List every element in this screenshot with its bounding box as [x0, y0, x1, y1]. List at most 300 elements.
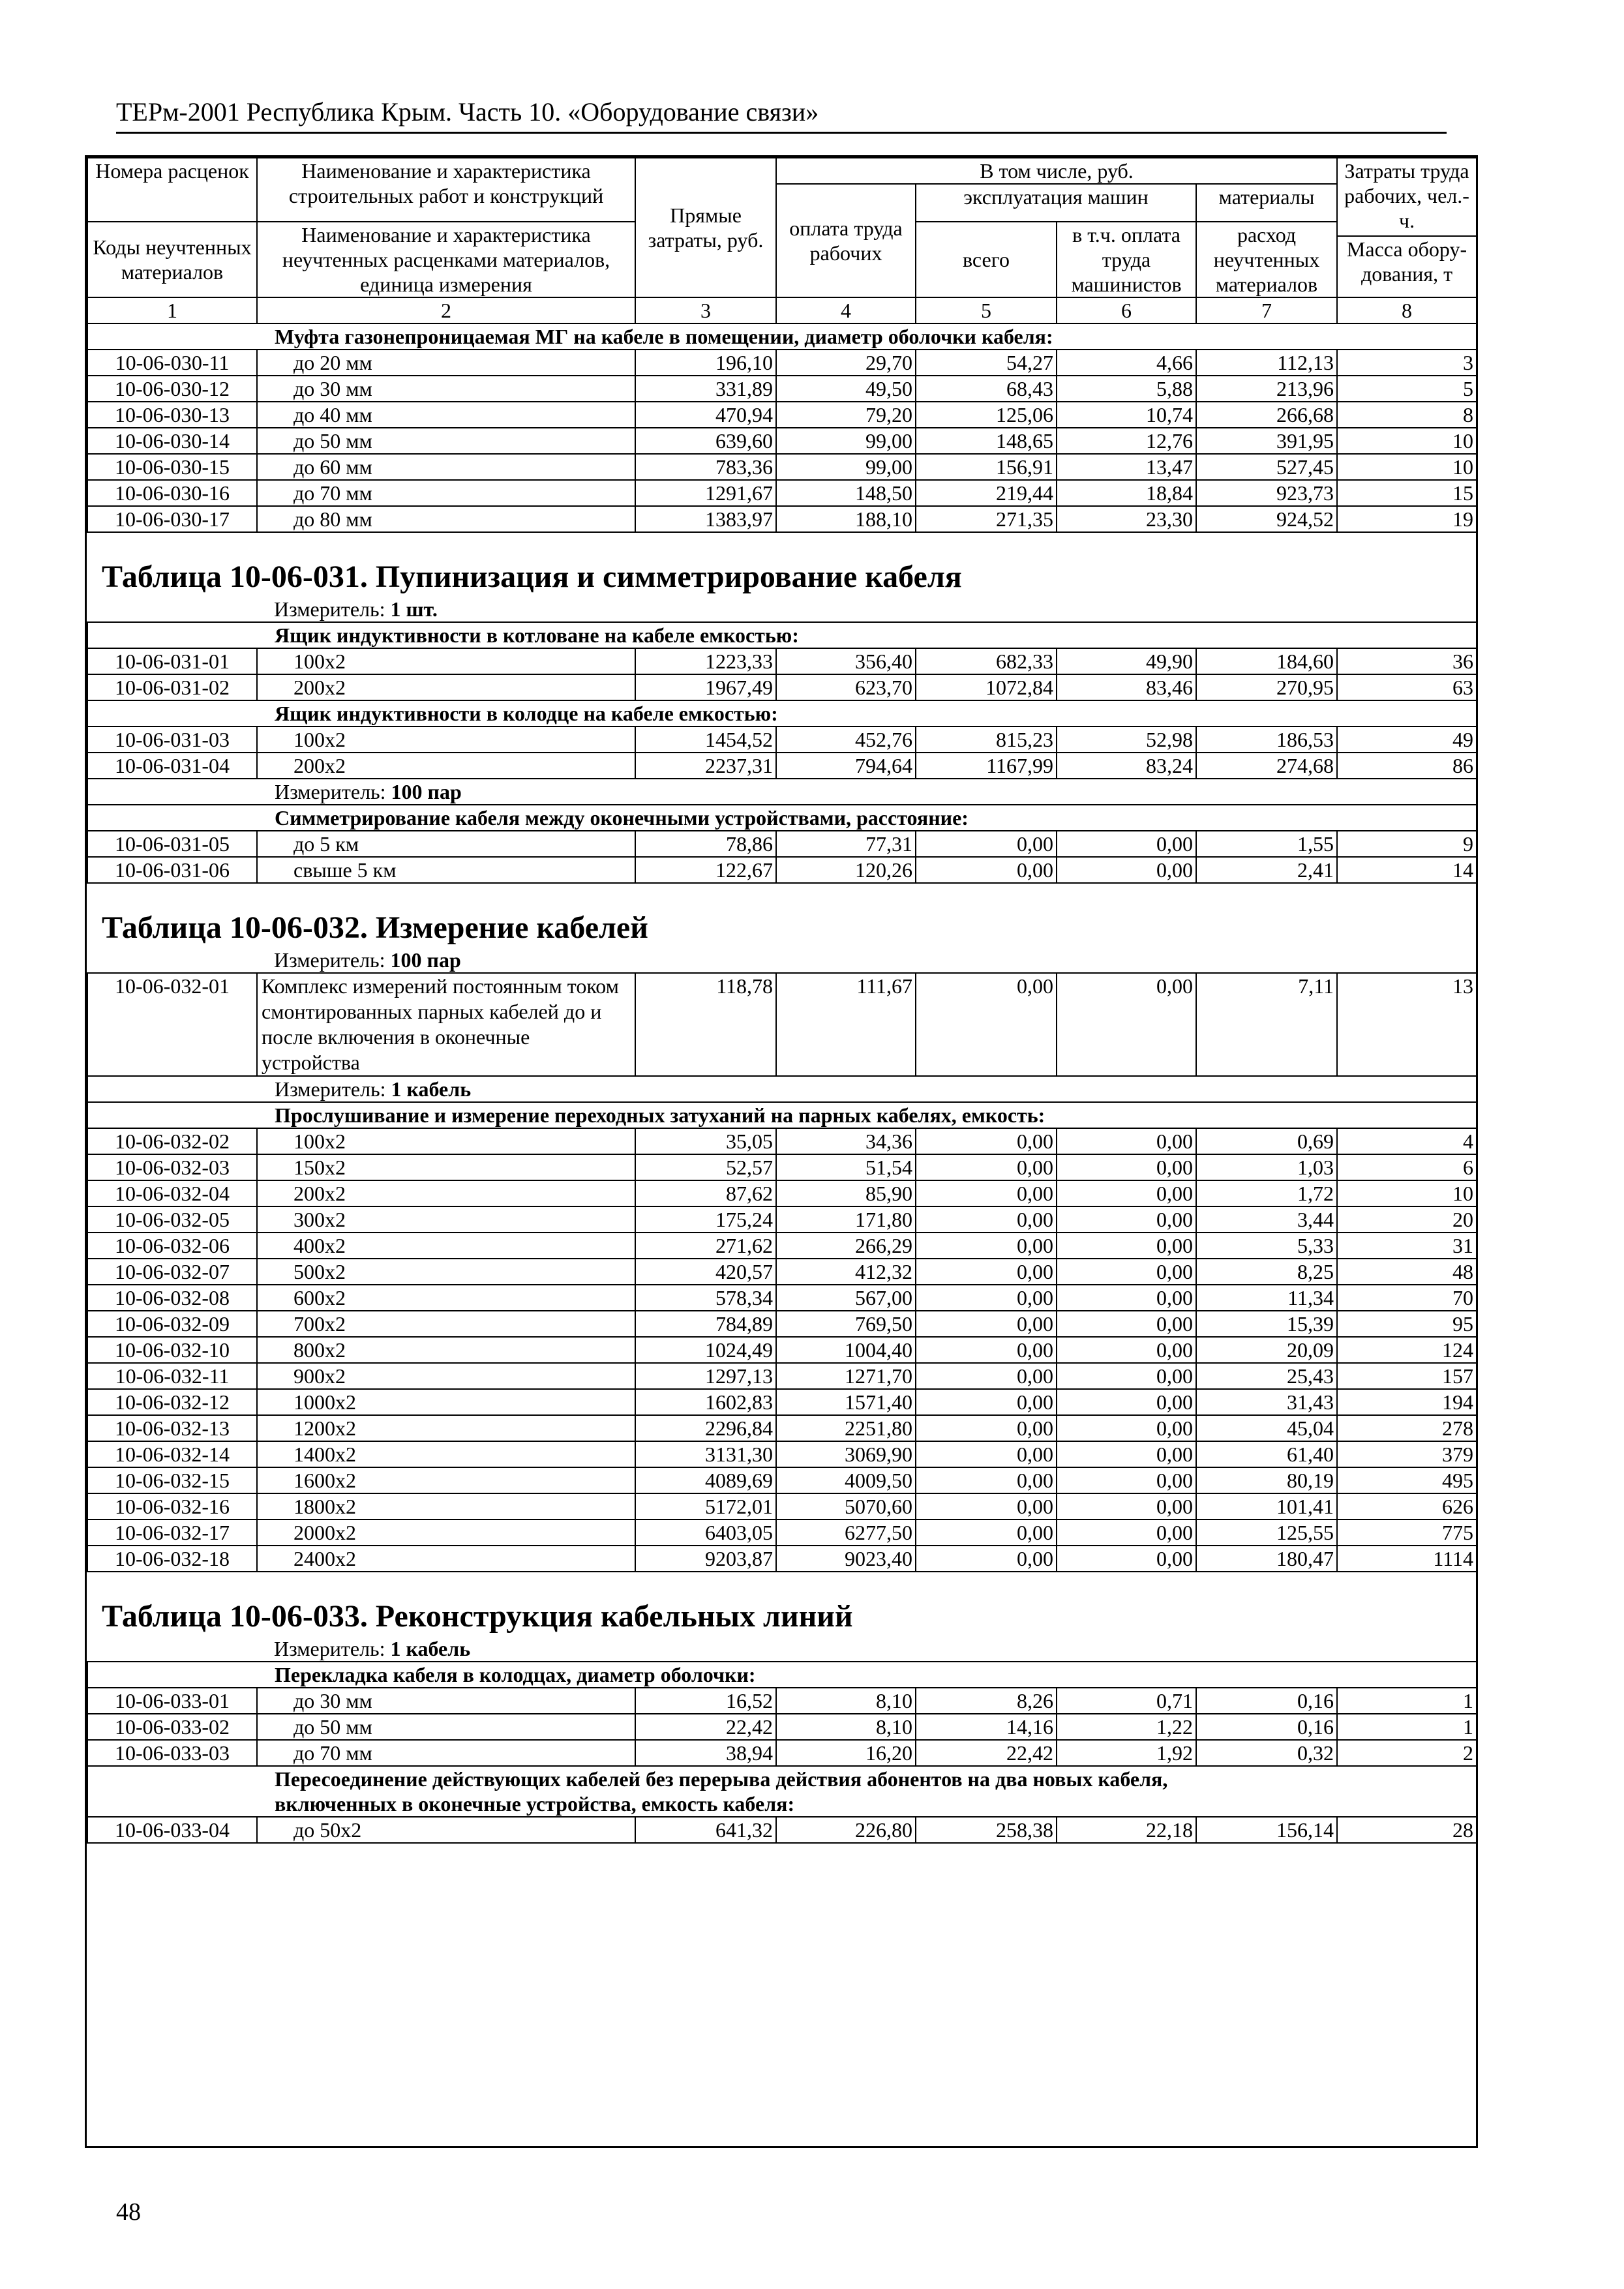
section-030: [87, 323, 1477, 350]
work-name: 1000х2: [257, 1389, 635, 1415]
machines-total: 0,00: [916, 1493, 1057, 1519]
machines-total: 0,00: [916, 831, 1057, 857]
table-row: [87, 1311, 1477, 1337]
materials: 527,45: [1196, 454, 1337, 480]
labor-hours: 28: [1337, 1817, 1477, 1843]
table-row: [87, 402, 1477, 428]
table-032: [87, 883, 1477, 973]
worker-pay: 111,67: [776, 973, 916, 1076]
labor-hours: 6: [1337, 1154, 1477, 1180]
machines-total: 0,00: [916, 1180, 1057, 1206]
rates-sheet: [85, 155, 1478, 2148]
worker-pay: 79,20: [776, 402, 916, 428]
materials: 213,96: [1196, 376, 1337, 402]
direct-cost: 1291,67: [635, 480, 776, 506]
machinist-pay: 0,71: [1057, 1688, 1196, 1714]
table-row: [87, 1415, 1477, 1441]
direct-cost: 35,05: [635, 1128, 776, 1154]
group-heading: Прослушивание и измерение переходных затуханий на парных кабелях, емкость:: [87, 1102, 1477, 1128]
machines-total: 1072,84: [916, 674, 1057, 700]
worker-pay: 1271,70: [776, 1363, 916, 1389]
direct-cost: 1383,97: [635, 506, 776, 532]
rate-code: 10-06-032-11: [87, 1363, 257, 1389]
table-row: [87, 1688, 1477, 1714]
table-row: [87, 454, 1477, 480]
rate-code: 10-06-032-18: [87, 1546, 257, 1572]
direct-cost: 331,89: [635, 376, 776, 402]
machinist-pay: 0,00: [1057, 1519, 1196, 1546]
machines-total: 0,00: [916, 973, 1057, 1076]
rate-code: 10-06-030-15: [87, 454, 257, 480]
col-material-codes: Коды неучтенных материалов: [87, 222, 257, 297]
direct-cost: 271,62: [635, 1233, 776, 1259]
machines-total: 0,00: [916, 1233, 1057, 1259]
rate-code: 10-06-032-06: [87, 1233, 257, 1259]
direct-cost: 5172,01: [635, 1493, 776, 1519]
work-name: 900х2: [257, 1363, 635, 1389]
labor-hours: 20: [1337, 1206, 1477, 1233]
materials: 45,04: [1196, 1415, 1337, 1441]
table-row: [87, 428, 1477, 454]
materials: 156,14: [1196, 1817, 1337, 1843]
labor-hours: 10: [1337, 1180, 1477, 1206]
worker-pay: 99,00: [776, 454, 916, 480]
materials: 1,03: [1196, 1154, 1337, 1180]
table-row: [87, 1740, 1477, 1766]
labor-hours: 31: [1337, 1233, 1477, 1259]
table-row: [87, 1441, 1477, 1467]
machines-total: 0,00: [916, 1441, 1057, 1467]
labor-hours: 2: [1337, 1740, 1477, 1766]
worker-pay: 356,40: [776, 648, 916, 674]
materials: 0,16: [1196, 1714, 1337, 1740]
table-row: [87, 350, 1477, 376]
rate-code: 10-06-030-14: [87, 428, 257, 454]
rate-code: 10-06-031-03: [87, 726, 257, 753]
worker-pay: 8,10: [776, 1714, 916, 1740]
table-row: [87, 1337, 1477, 1363]
machines-total: 219,44: [916, 480, 1057, 506]
work-name: до 20 мм: [257, 350, 635, 376]
machinist-pay: 0,00: [1057, 1311, 1196, 1337]
direct-cost: 9203,87: [635, 1546, 776, 1572]
measure-line: [87, 779, 1477, 805]
machines-total: 0,00: [916, 1467, 1057, 1493]
table-row: [87, 1128, 1477, 1154]
col-num: 8: [1337, 297, 1477, 323]
col-work-name: Наименование и характеристика строительных работ и конструкций: [257, 158, 635, 222]
col-num: 6: [1057, 297, 1196, 323]
materials: 15,39: [1196, 1311, 1337, 1337]
table-row: [87, 648, 1477, 674]
machinist-pay: 0,00: [1057, 1467, 1196, 1493]
worker-pay: 4009,50: [776, 1467, 916, 1493]
table-row: [87, 1546, 1477, 1572]
direct-cost: 1967,49: [635, 674, 776, 700]
rate-code: 10-06-033-02: [87, 1714, 257, 1740]
machines-total: 0,00: [916, 1415, 1057, 1441]
materials: 0,32: [1196, 1740, 1337, 1766]
table-row: [87, 480, 1477, 506]
machinist-pay: 0,00: [1057, 1128, 1196, 1154]
direct-cost: 1602,83: [635, 1389, 776, 1415]
work-name: до 70 мм: [257, 480, 635, 506]
measure-line: [87, 597, 1477, 622]
machinist-pay: 10,74: [1057, 402, 1196, 428]
work-name: 100х2: [257, 1128, 635, 1154]
machines-total: 258,38: [916, 1817, 1057, 1843]
group-heading: Муфта газонепроницаемая МГ на кабеле в помещении, диаметр оболочки кабеля:: [87, 323, 1477, 350]
worker-pay: 148,50: [776, 480, 916, 506]
machinist-pay: 83,46: [1057, 674, 1196, 700]
col-equipment-mass: Масса обору-дования, т: [1337, 236, 1477, 297]
machinist-pay: 5,88: [1057, 376, 1196, 402]
machines-total: 0,00: [916, 1546, 1057, 1572]
direct-cost: 22,42: [635, 1714, 776, 1740]
machines-total: 0,00: [916, 1154, 1057, 1180]
col-material-usage: расход неучтенных материалов: [1196, 222, 1337, 297]
table-row: [87, 1285, 1477, 1311]
direct-cost: 470,94: [635, 402, 776, 428]
table-row: [87, 1817, 1477, 1843]
rows-032: [87, 1128, 1477, 1572]
machinist-pay: 49,90: [1057, 648, 1196, 674]
table-row: [87, 1493, 1477, 1519]
direct-cost: 16,52: [635, 1688, 776, 1714]
rate-code: 10-06-032-03: [87, 1154, 257, 1180]
table-row: [87, 857, 1477, 883]
direct-cost: 1024,49: [635, 1337, 776, 1363]
materials: 184,60: [1196, 648, 1337, 674]
machines-total: 54,27: [916, 350, 1057, 376]
work-name: 1600х2: [257, 1467, 635, 1493]
group-heading: Симметрирование кабеля между оконечными устройствами, расстояние:: [87, 805, 1477, 831]
materials: 923,73: [1196, 480, 1337, 506]
labor-hours: 1114: [1337, 1546, 1477, 1572]
group-heading: [87, 1766, 1477, 1817]
machinist-pay: 0,00: [1057, 1233, 1196, 1259]
machinist-pay: 23,30: [1057, 506, 1196, 532]
col-material-name: Наименование и характеристика неучтенных расценками материалов, единица измерения: [257, 222, 635, 297]
worker-pay: 188,10: [776, 506, 916, 532]
rate-code: 10-06-032-17: [87, 1519, 257, 1546]
machines-total: 0,00: [916, 1337, 1057, 1363]
machinist-pay: 83,24: [1057, 753, 1196, 779]
worker-pay: 9023,40: [776, 1546, 916, 1572]
work-name: 800х2: [257, 1337, 635, 1363]
materials: 924,52: [1196, 506, 1337, 532]
machinist-pay: 1,92: [1057, 1740, 1196, 1766]
rate-code: 10-06-033-04: [87, 1817, 257, 1843]
rate-code: 10-06-032-12: [87, 1389, 257, 1415]
rate-code: 10-06-032-10: [87, 1337, 257, 1363]
table-row: [87, 831, 1477, 857]
page-number: 48: [116, 2198, 141, 2226]
rate-code: 10-06-032-02: [87, 1128, 257, 1154]
labor-hours: 124: [1337, 1337, 1477, 1363]
materials: 112,13: [1196, 350, 1337, 376]
machines-total: 125,06: [916, 402, 1057, 428]
materials: 274,68: [1196, 753, 1337, 779]
rate-code: 10-06-031-06: [87, 857, 257, 883]
direct-cost: 2237,31: [635, 753, 776, 779]
materials: 61,40: [1196, 1441, 1337, 1467]
labor-hours: 19: [1337, 506, 1477, 532]
col-num: 1: [87, 297, 257, 323]
labor-hours: 278: [1337, 1415, 1477, 1441]
machinist-pay: 0,00: [1057, 1180, 1196, 1206]
work-name: до 50 мм: [257, 1714, 635, 1740]
labor-hours: 1: [1337, 1688, 1477, 1714]
labor-hours: 13: [1337, 973, 1477, 1076]
labor-hours: 5: [1337, 376, 1477, 402]
rate-code: 10-06-032-15: [87, 1467, 257, 1493]
labor-hours: 1: [1337, 1714, 1477, 1740]
col-machines: эксплуатация машин: [916, 184, 1196, 222]
materials: 80,19: [1196, 1467, 1337, 1493]
worker-pay: 452,76: [776, 726, 916, 753]
machinist-pay: 0,00: [1057, 1363, 1196, 1389]
worker-pay: 49,50: [776, 376, 916, 402]
measure-value: 1 кабель: [391, 1077, 472, 1101]
labor-hours: 70: [1337, 1285, 1477, 1311]
direct-cost: 639,60: [635, 428, 776, 454]
labor-hours: 49: [1337, 726, 1477, 753]
machinist-pay: 0,00: [1057, 1206, 1196, 1233]
worker-pay: 226,80: [776, 1817, 916, 1843]
group-heading: Ящик индуктивности в колодце на кабеле емкостью:: [87, 700, 1477, 726]
rate-code: 10-06-032-09: [87, 1311, 257, 1337]
rate-code: 10-06-030-13: [87, 402, 257, 428]
direct-cost: 38,94: [635, 1740, 776, 1766]
table-header: [87, 158, 1477, 323]
direct-cost: 783,36: [635, 454, 776, 480]
materials: 266,68: [1196, 402, 1337, 428]
labor-hours: 3: [1337, 350, 1477, 376]
col-labor-costs: Затраты труда рабочих, чел.-ч.: [1337, 158, 1477, 236]
work-name: 300х2: [257, 1206, 635, 1233]
materials: 1,72: [1196, 1180, 1337, 1206]
machines-total: 68,43: [916, 376, 1057, 402]
work-name: Комплекс измерений постоянным током смонтированных парных кабелей до и после включения в оконечные устройства: [257, 973, 635, 1076]
direct-cost: 578,34: [635, 1285, 776, 1311]
direct-cost: 420,57: [635, 1259, 776, 1285]
direct-cost: 175,24: [635, 1206, 776, 1233]
work-name: 2400х2: [257, 1546, 635, 1572]
machinist-pay: 0,00: [1057, 857, 1196, 883]
direct-cost: 784,89: [635, 1311, 776, 1337]
col-num: 5: [916, 297, 1057, 323]
machinist-pay: 0,00: [1057, 1154, 1196, 1180]
worker-pay: 120,26: [776, 857, 916, 883]
materials: 2,41: [1196, 857, 1337, 883]
materials: 5,33: [1196, 1233, 1337, 1259]
work-name: 600х2: [257, 1285, 635, 1311]
rows-031-c: [87, 831, 1477, 883]
col-direct-costs: Прямые затраты, руб.: [635, 158, 776, 297]
rate-code: 10-06-032-01: [87, 973, 257, 1076]
rate-code: 10-06-032-08: [87, 1285, 257, 1311]
rate-code: 10-06-030-11: [87, 350, 257, 376]
work-name: 100х2: [257, 726, 635, 753]
rate-code: 10-06-033-01: [87, 1688, 257, 1714]
table-row: [87, 1180, 1477, 1206]
machinist-pay: 4,66: [1057, 350, 1196, 376]
work-name: 200х2: [257, 674, 635, 700]
worker-pay: 266,29: [776, 1233, 916, 1259]
rows-031-b: [87, 726, 1477, 779]
worker-pay: 99,00: [776, 428, 916, 454]
rows-033-a: [87, 1688, 1477, 1766]
col-materials: материалы: [1196, 184, 1337, 222]
materials: 8,25: [1196, 1259, 1337, 1285]
materials: 31,43: [1196, 1389, 1337, 1415]
group-heading-line: Пересоединение действующих кабелей без перерыва действия абонентов на два новых кабеля,: [275, 1767, 1168, 1791]
table-row: [87, 1259, 1477, 1285]
rows-030: [87, 350, 1477, 532]
col-num: 4: [776, 297, 916, 323]
direct-cost: 2296,84: [635, 1415, 776, 1441]
machines-total: 0,00: [916, 1128, 1057, 1154]
direct-cost: 641,32: [635, 1817, 776, 1843]
labor-hours: 10: [1337, 454, 1477, 480]
table-row: [87, 726, 1477, 753]
labor-hours: 495: [1337, 1467, 1477, 1493]
machinist-pay: 0,00: [1057, 831, 1196, 857]
table-row: [87, 1519, 1477, 1546]
column-numbers: [87, 297, 1477, 323]
labor-hours: 8: [1337, 402, 1477, 428]
worker-pay: 1004,40: [776, 1337, 916, 1363]
direct-cost: 6403,05: [635, 1519, 776, 1546]
labor-hours: 15: [1337, 480, 1477, 506]
work-name: 100х2: [257, 648, 635, 674]
machines-total: 8,26: [916, 1688, 1057, 1714]
materials: 101,41: [1196, 1493, 1337, 1519]
measure-label: Измеритель:: [274, 948, 385, 972]
worker-pay: 3069,90: [776, 1441, 916, 1467]
materials: 0,16: [1196, 1688, 1337, 1714]
direct-cost: 1454,52: [635, 726, 776, 753]
table-row: [87, 1714, 1477, 1740]
measure-label: Измеритель:: [274, 597, 385, 621]
worker-pay: 2251,80: [776, 1415, 916, 1441]
worker-pay: 16,20: [776, 1740, 916, 1766]
rate-code: 10-06-031-02: [87, 674, 257, 700]
table-row: [87, 753, 1477, 779]
machinist-pay: 0,00: [1057, 1259, 1196, 1285]
group-heading: Ящик индуктивности в котловане на кабеле емкостью:: [87, 622, 1477, 648]
measure-value: 1 шт.: [390, 597, 438, 621]
labor-hours: 9: [1337, 831, 1477, 857]
work-name: свыше 5 км: [257, 857, 635, 883]
work-name: 1800х2: [257, 1493, 635, 1519]
machines-total: 0,00: [916, 1389, 1057, 1415]
table-row: [87, 1363, 1477, 1389]
direct-cost: 52,57: [635, 1154, 776, 1180]
work-name: до 60 мм: [257, 454, 635, 480]
col-machinist-pay: в т.ч. оплата труда машинистов: [1057, 222, 1196, 297]
table-row: [87, 1233, 1477, 1259]
labor-hours: 63: [1337, 674, 1477, 700]
worker-pay: 567,00: [776, 1285, 916, 1311]
materials: 3,44: [1196, 1206, 1337, 1233]
worker-pay: 623,70: [776, 674, 916, 700]
worker-pay: 1571,40: [776, 1389, 916, 1415]
machines-total: 0,00: [916, 1363, 1057, 1389]
table-title: Таблица 10-06-032. Измерение кабелей: [102, 910, 648, 945]
measure-line: [87, 1636, 1477, 1662]
work-name: до 70 мм: [257, 1740, 635, 1766]
rate-code: 10-06-031-05: [87, 831, 257, 857]
col-num: 2: [257, 297, 635, 323]
machines-total: 0,00: [916, 1259, 1057, 1285]
col-num: 7: [1196, 297, 1337, 323]
direct-cost: 1223,33: [635, 648, 776, 674]
work-name: 1200х2: [257, 1415, 635, 1441]
materials: 25,43: [1196, 1363, 1337, 1389]
rate-code: 10-06-032-05: [87, 1206, 257, 1233]
col-worker-pay: оплата труда рабочих: [776, 184, 916, 297]
work-name: до 50х2: [257, 1817, 635, 1843]
labor-hours: 626: [1337, 1493, 1477, 1519]
measure-line: [87, 948, 1477, 973]
work-name: 400х2: [257, 1233, 635, 1259]
table-row: [87, 674, 1477, 700]
measure-line: [87, 1076, 1477, 1102]
worker-pay: 77,31: [776, 831, 916, 857]
materials: 270,95: [1196, 674, 1337, 700]
labor-hours: 48: [1337, 1259, 1477, 1285]
labor-hours: 157: [1337, 1363, 1477, 1389]
machinist-pay: 12,76: [1057, 428, 1196, 454]
table-title: Таблица 10-06-033. Реконструкция кабельных линий: [102, 1599, 853, 1634]
table-row: [87, 1467, 1477, 1493]
direct-cost: 87,62: [635, 1180, 776, 1206]
labor-hours: 4: [1337, 1128, 1477, 1154]
table-row: [87, 506, 1477, 532]
materials: 0,69: [1196, 1128, 1337, 1154]
rows-031-a: [87, 648, 1477, 700]
worker-pay: 85,90: [776, 1180, 916, 1206]
work-name: 700х2: [257, 1311, 635, 1337]
materials: 186,53: [1196, 726, 1337, 753]
worker-pay: 171,80: [776, 1206, 916, 1233]
measure-label: Измеритель:: [274, 1637, 385, 1660]
work-name: 500х2: [257, 1259, 635, 1285]
machinist-pay: 52,98: [1057, 726, 1196, 753]
machines-total: 22,42: [916, 1740, 1057, 1766]
group-heading: Перекладка кабеля в колодцах, диаметр оболочки:: [87, 1662, 1477, 1688]
rate-code: 10-06-030-12: [87, 376, 257, 402]
col-including: В том числе, руб.: [776, 158, 1337, 184]
work-name: до 30 мм: [257, 1688, 635, 1714]
worker-pay: 794,64: [776, 753, 916, 779]
worker-pay: 769,50: [776, 1311, 916, 1337]
rate-code: 10-06-032-14: [87, 1441, 257, 1467]
worker-pay: 29,70: [776, 350, 916, 376]
labor-hours: 86: [1337, 753, 1477, 779]
machinist-pay: 0,00: [1057, 1441, 1196, 1467]
machines-total: 148,65: [916, 428, 1057, 454]
machines-total: 0,00: [916, 1311, 1057, 1337]
direct-cost: 3131,30: [635, 1441, 776, 1467]
machines-total: 1167,99: [916, 753, 1057, 779]
table-title: Таблица 10-06-031. Пупинизация и симметрирование кабеля: [102, 560, 962, 594]
table-row: [87, 1206, 1477, 1233]
group-heading-line: включенных в оконечные устройства, емкость кабеля:: [275, 1792, 795, 1816]
work-name: до 40 мм: [257, 402, 635, 428]
